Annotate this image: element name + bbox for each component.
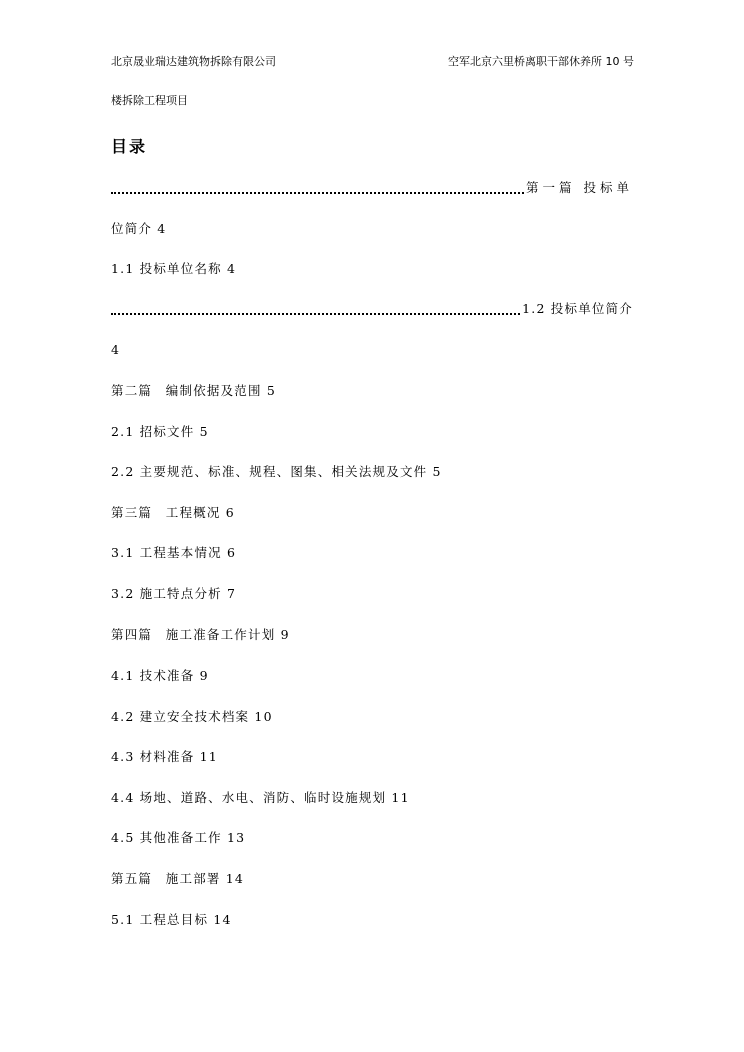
toc-entry[interactable] [111, 180, 633, 196]
toc-entry[interactable]: 3.1 工程基本情况 6 [111, 545, 237, 560]
toc-entry[interactable]: 1.1 投标单位名称 4 [111, 261, 237, 276]
header-project-title-continued: 楼拆除工程项目 [111, 94, 188, 107]
dot-leader [111, 189, 524, 194]
toc-entry[interactable]: 4 [111, 342, 121, 357]
toc-entry[interactable]: 第四篇 施工准备工作计划 9 [111, 627, 290, 642]
toc-entry[interactable]: 4.3 材料准备 11 [111, 749, 218, 764]
toc-entry[interactable]: 5.1 工程总目标 14 [111, 912, 232, 927]
dot-leader [111, 310, 520, 315]
toc-entry[interactable]: 3.2 施工特点分析 7 [111, 586, 237, 601]
toc-title: 目录 [111, 137, 148, 156]
toc-entry-text: 1.2 投标单位简介 [522, 301, 633, 316]
toc-entry[interactable] [111, 301, 633, 317]
header-project-title: 空军北京六里桥离职干部休养所 10 号 [448, 55, 634, 68]
toc-entry[interactable]: 2.1 招标文件 5 [111, 424, 209, 439]
toc-entry[interactable]: 4.5 其他准备工作 13 [111, 830, 246, 845]
header-company: 北京晟业瑞达建筑物拆除有限公司 [111, 55, 276, 68]
toc-entry[interactable]: 4.1 技术准备 9 [111, 668, 209, 683]
toc-entry[interactable]: 2.2 主要规范、标准、规程、图集、相关法规及文件 5 [111, 464, 442, 479]
toc-entry[interactable]: 第三篇 工程概况 6 [111, 505, 235, 520]
toc-entry[interactable]: 位简介 4 [111, 221, 167, 236]
toc-entry[interactable]: 第二篇 编制依据及范围 5 [111, 383, 277, 398]
toc-entry[interactable]: 第五篇 施工部署 14 [111, 871, 245, 886]
toc-entry[interactable]: 4.4 场地、道路、水电、消防、临时设施规划 11 [111, 790, 410, 805]
toc-entry[interactable]: 4.2 建立安全技术档案 10 [111, 709, 273, 724]
toc-entry-text: 第一篇 投标单 [526, 180, 633, 195]
